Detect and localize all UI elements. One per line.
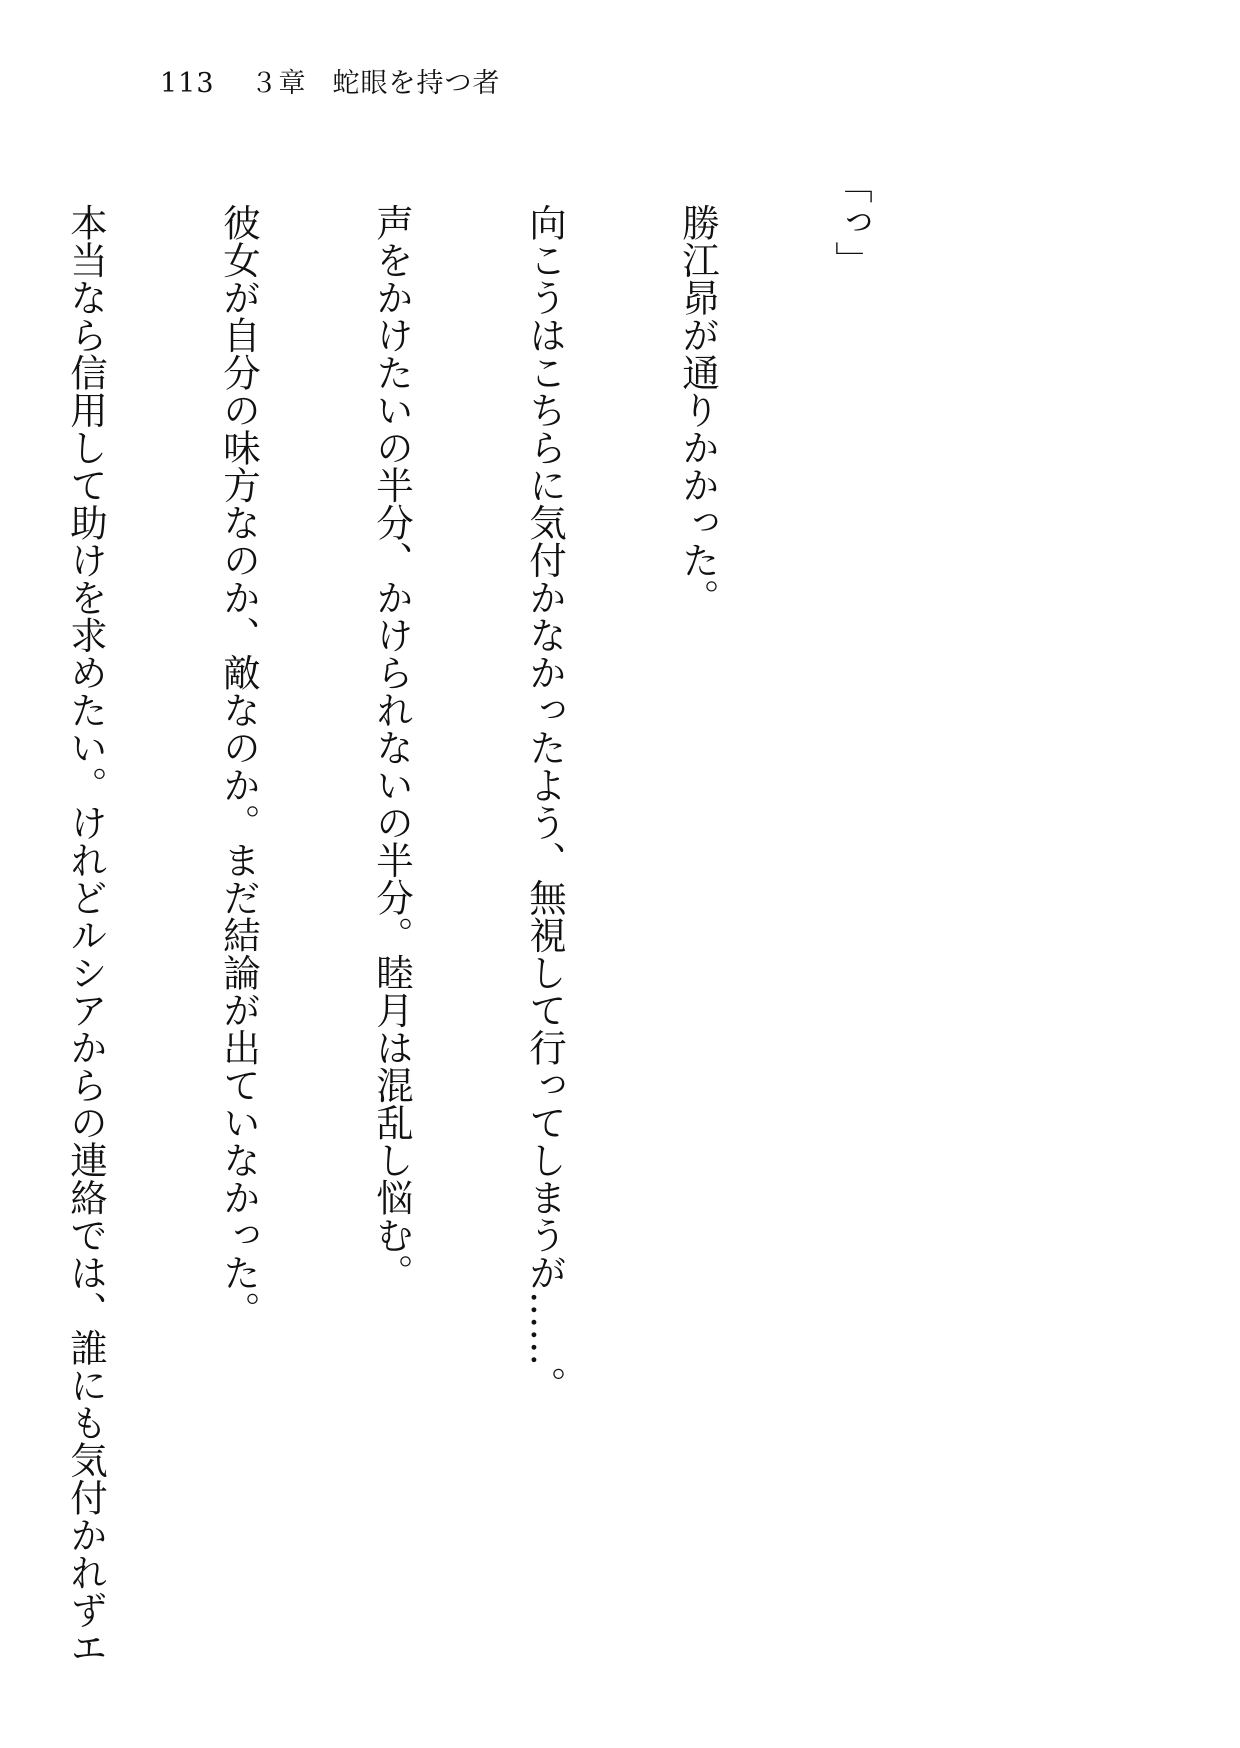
chapter-label: ３章 (250, 68, 307, 99)
chapter-title: 蛇眼を持つ者 (332, 68, 501, 99)
page-number: 113 (160, 68, 215, 99)
text-line: 勝江昴が通りかかった。 (676, 166, 720, 616)
text-line: 彼女が自分の味方なのか、敵なのか。まだ結論が出ていなかった。 (217, 166, 261, 1329)
text-line: 向こうはこちらに気付かなかったよう、無視して行ってしまうが……。 (523, 166, 567, 1404)
body-text (0, 166, 978, 1666)
text-line: 声をかけたいの半分、かけられないの半分。睦月は混乱し悩む。 (370, 166, 414, 1291)
text-line: 「っ」 (829, 166, 873, 279)
running-header (160, 66, 501, 102)
text-line: 本当なら信用して助けを求めたい。けれどルシアからの連絡では、誰にも気付かれずエ (64, 166, 108, 1666)
